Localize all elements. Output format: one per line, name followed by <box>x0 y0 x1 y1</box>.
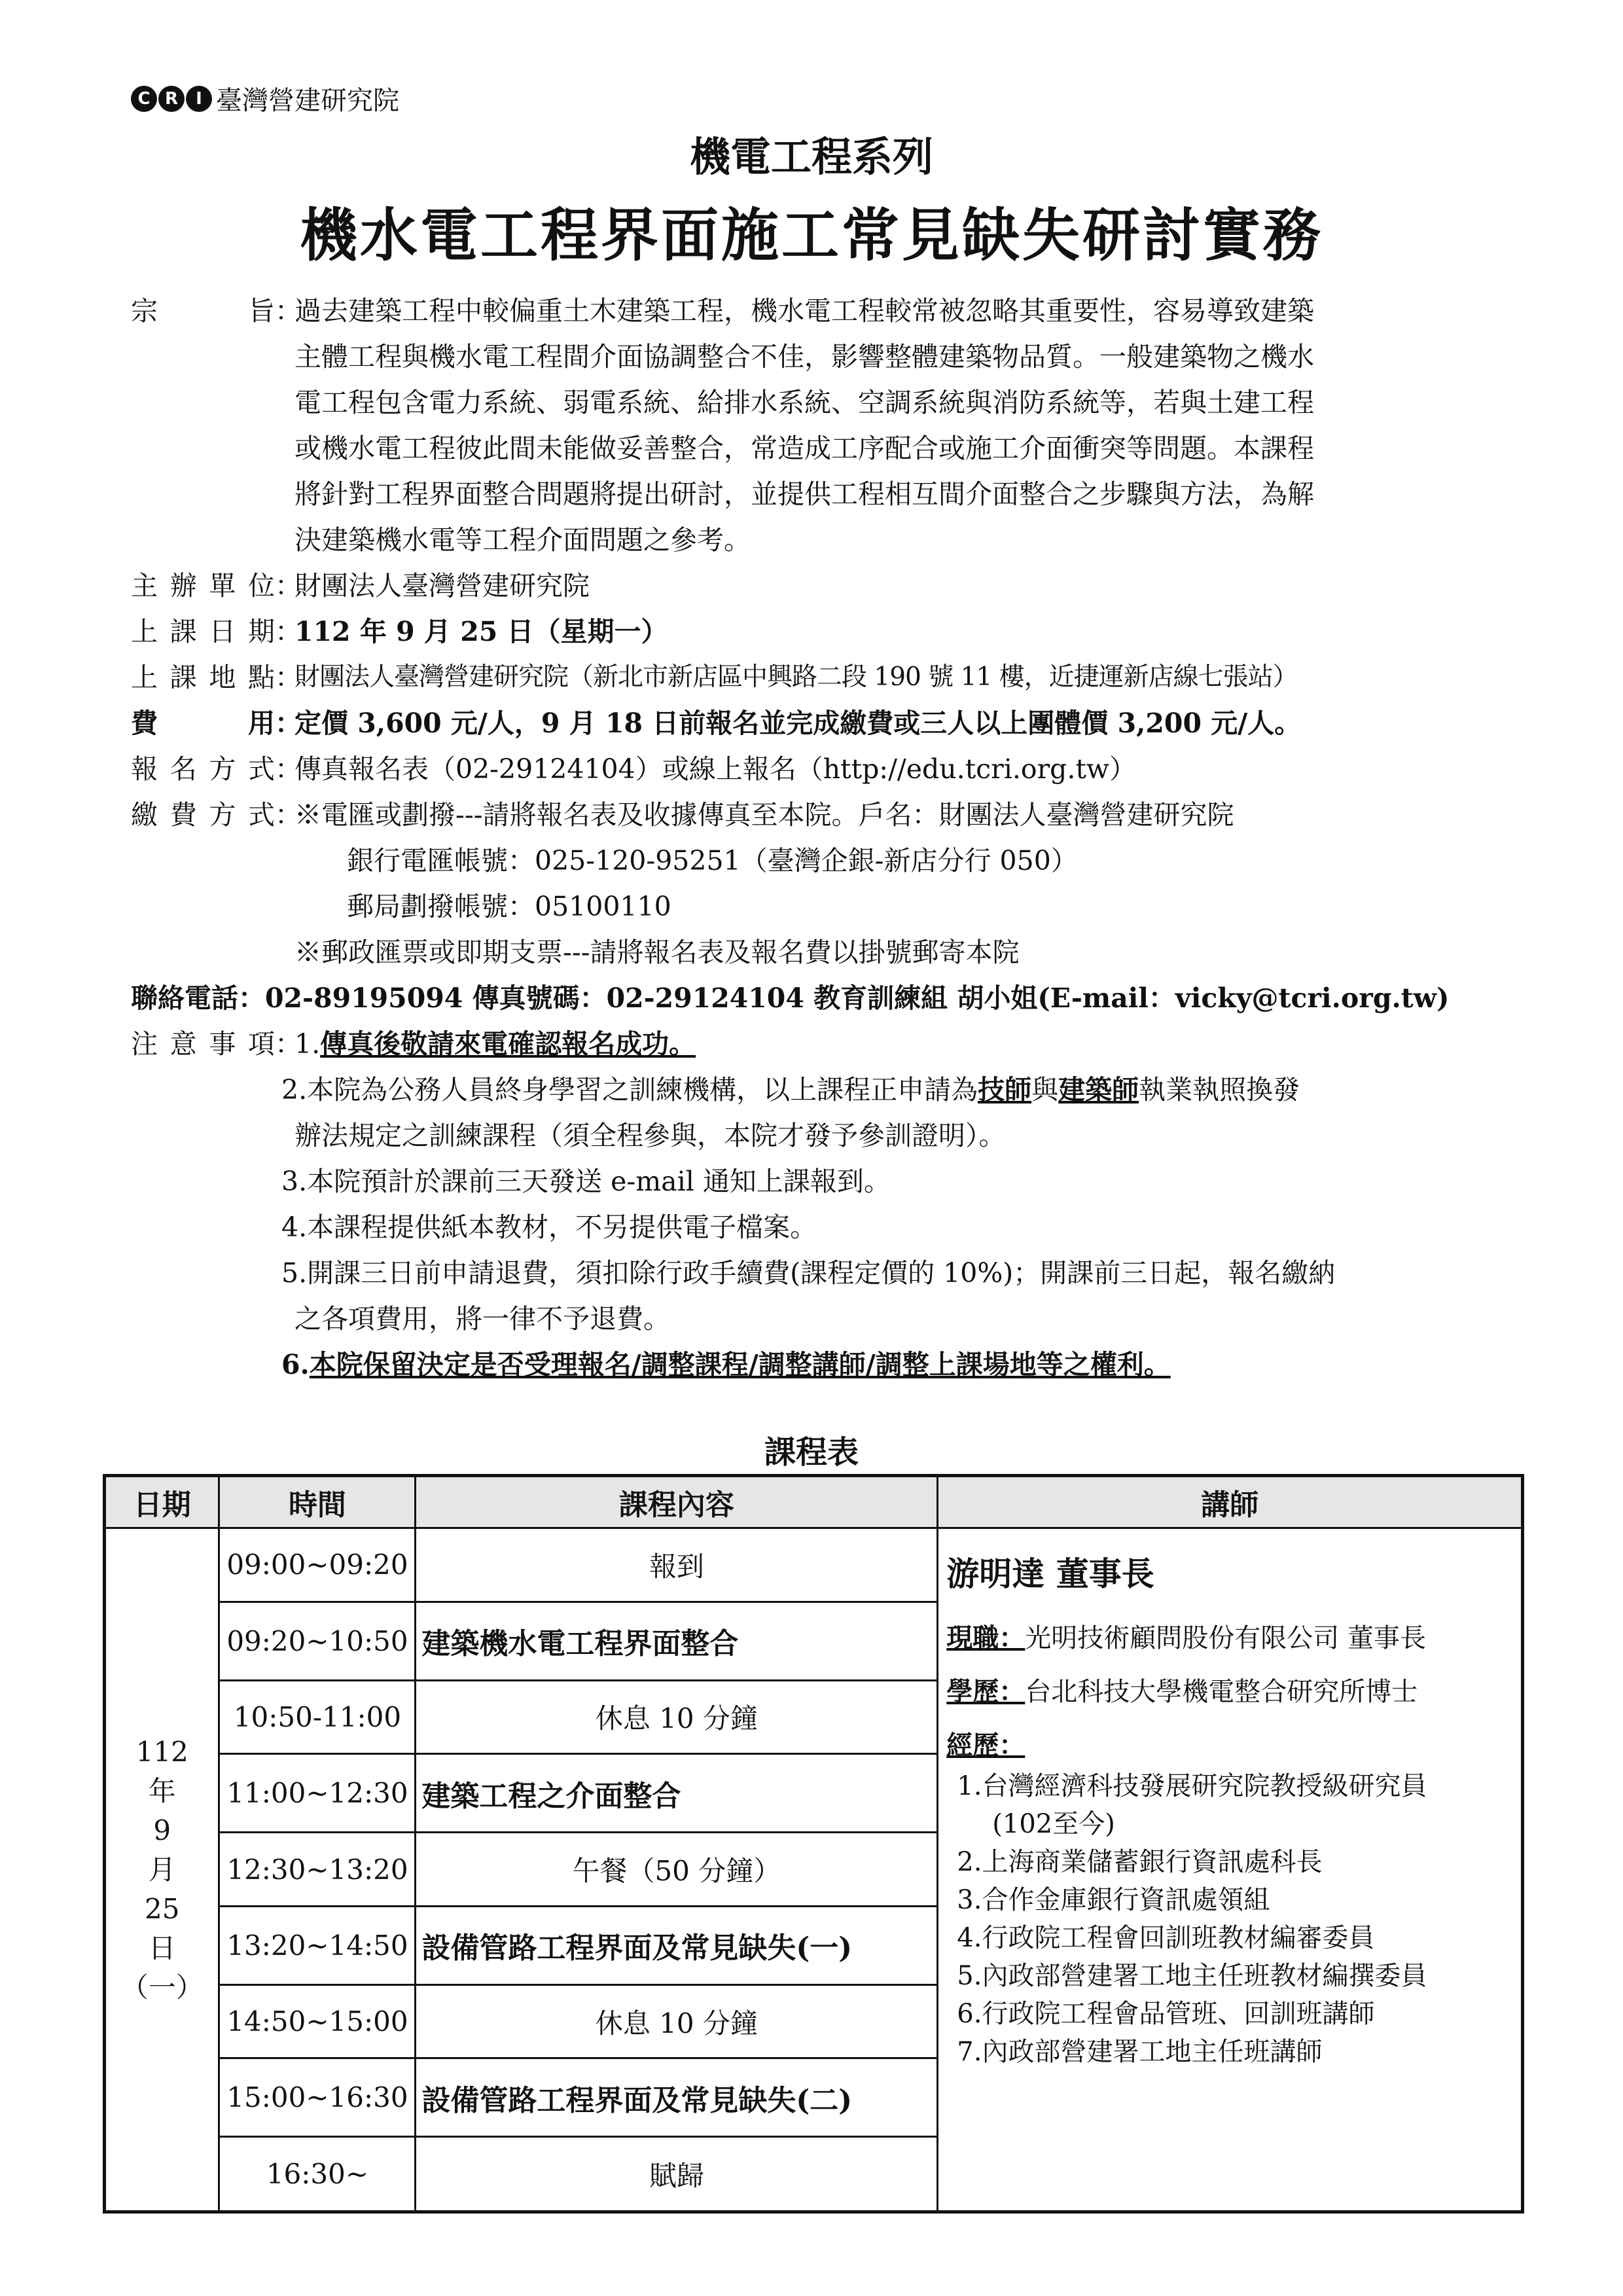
payment-line: ※郵政匯票或即期支票---請將報名表及報名費以掛號郵寄本院 <box>294 937 1020 968</box>
purpose-text <box>294 288 1518 563</box>
time-cell: 10:50-11:00 <box>219 1680 416 1754</box>
time-cell: 15:00~16:30 <box>219 2058 416 2137</box>
bank-account: 銀行電匯帳號：025-120-95251（臺灣企銀-新店分行 050） <box>347 845 1078 876</box>
time-cell: 12:30~13:20 <box>219 1833 416 1907</box>
date-cell: 112 年 9 月 25 日 （一） <box>105 1528 219 2212</box>
lecturer-education: 學歷：台北科技大學機電整合研究所博士 <box>946 1676 1418 1707</box>
note-2-cont: 辦法規定之訓練課程（須全程參與，本院才發予參訓證明）。 <box>294 1120 1006 1151</box>
payment-label: 繳費方式 <box>131 799 275 831</box>
payment-text <box>294 792 1518 975</box>
content-cell: 休息 10 分鐘 <box>416 1984 938 2058</box>
lecturer-experience-label: 經歷： <box>946 1730 1026 1761</box>
time-cell: 09:20~10:50 <box>219 1602 416 1680</box>
experience-item: 3.合作金庫銀行資訊處領組 <box>957 1885 1270 1915</box>
note-2: 2.本院為公務人員終身學習之訓練機構，以上課程正申請為技師與建築師執業執照換發 <box>281 1074 1300 1105</box>
fee-label: 費用 <box>131 708 275 739</box>
registration-value: 傳真報名表（02-29124104）或線上報名（http://edu.tcri.org.tw） <box>294 753 1137 785</box>
organizer-value: 財團法人臺灣營建研究院 <box>294 570 590 601</box>
schedule-table <box>103 1474 1524 2214</box>
course-title: 機水電工程界面施工常見缺失研討實務 <box>299 201 1323 269</box>
postal-account: 郵局劃撥帳號：05100110 <box>347 891 671 922</box>
purpose-label: 宗旨 <box>131 295 275 327</box>
note-6: 6.本院保留決定是否受理報名/調整課程/調整講師/調整上課場地等之權利。 <box>281 1349 1171 1380</box>
venue-value: 財團法人臺灣營建研究院（新北市新店區中興路二段 190 號 11 樓，近捷運新店線七張站） <box>294 662 1298 692</box>
experience-item: 7.內政部營建署工地主任班講師 <box>957 2037 1323 2067</box>
content-cell: 建築機水電工程界面整合 <box>416 1602 938 1680</box>
purpose-line: 電工程包含電力系統、弱電系統、給排水系統、空調系統與消防系統等，若與土建工程 <box>294 387 1314 418</box>
lecturer-cell <box>938 1528 1523 2212</box>
purpose-line: 決建築機水電等工程介面問題之參考。 <box>294 524 751 556</box>
purpose-row: 宗旨 ： 過去建築工程中較偏重土木建築工程，機水電工程較常被忽略其重要性，容易導致建築 主體工程與機水電工程間介面協調整合不佳，影響整體建築物品質。一般建築物之機水 電工程包含電力系統、弱電系統、給排水系統、空調系統與消防系統等，若與土建工程 或機水電工程彼此間未能做妥善整合，常造成工序配合或施工介面衝突等問題。本課程 將針對工程界面整合問題將提出研討，並提供工程相互間介面整合之步驟與方法，為解 決建築機水電等工程介面問題之參考。 <box>131 288 1518 563</box>
logo-letter-i: I <box>186 86 212 112</box>
time-cell: 14:50~15:00 <box>219 1984 416 2058</box>
content-cell: 休息 10 分鐘 <box>416 1680 938 1754</box>
org-name: 臺灣營建研究院 <box>216 86 399 116</box>
purpose-line: 過去建築工程中較偏重土木建築工程，機水電工程較常被忽略其重要性，容易導致建築 <box>294 295 1314 327</box>
time-cell: 09:00~09:20 <box>219 1528 416 1602</box>
venue-row: 上課地點 ： 財團法人臺灣營建研究院（新北市新店區中興路二段 190 號 11 樓，近捷運新店線七張站） <box>131 655 1518 700</box>
lecturer-name: 游明達 董事長 <box>946 1554 1154 1593</box>
note-3: 3.本院預計於課前三天發送 e-mail 通知上課報到。 <box>281 1166 891 1197</box>
course-info <box>131 288 1518 1388</box>
experience-item: 5.內政部營建署工地主任班教材編撰委員 <box>957 1961 1427 1991</box>
table-header-row <box>105 1476 1523 1528</box>
header-date: 日期 <box>105 1476 219 1528</box>
content-cell: 設備管路工程界面及常見缺失(一) <box>416 1906 938 1984</box>
date-label: 上課日期 <box>131 616 275 647</box>
note-4: 4.本課程提供紙本教材，不另提供電子檔案。 <box>281 1211 817 1243</box>
notes-first: 1.傳真後敬請來電確認報名成功。 <box>294 1028 696 1060</box>
payment-line: ※電匯或劃撥---請將報名表及收據傳真至本院。戶名：財團法人臺灣營建研究院 <box>294 799 1234 831</box>
time-cell: 11:00~12:30 <box>219 1754 416 1833</box>
purpose-line: 或機水電工程彼此間未能做妥善整合，常造成工序配合或施工介面衝突等問題。本課程 <box>294 433 1314 464</box>
schedule-title: 課程表 <box>764 1434 859 1471</box>
registration-row: 報名方式 ： 傳真報名表（02-29124104）或線上報名（http://edu.tcri.org.tw） <box>131 746 1518 792</box>
cri-logo-icon <box>131 86 212 112</box>
contact-line: 聯絡電話：02-89195094 傳真號碼：02-29124104 教育訓練組 胡小姐(E-mail：vicky@tcri.org.tw) <box>131 982 1450 1014</box>
logo-letter-r: R <box>158 86 185 112</box>
content-cell: 午餐（50 分鐘） <box>416 1833 938 1907</box>
time-cell: 16:30~ <box>219 2137 416 2212</box>
series-title: 機電工程系列 <box>689 133 933 181</box>
note-1: 傳真後敬請來電確認報名成功。 <box>320 1028 696 1060</box>
lecturer-current: 現職：光明技術顧問股份有限公司 董事長 <box>946 1623 1427 1653</box>
content-cell: 報到 <box>416 1528 938 1602</box>
logo-letter-c: C <box>131 86 157 112</box>
fee-row: 費用 ： 定價 3,600 元/人，9 月 18 日前報名並完成繳費或三人以上團體價 3,200 元/人。 <box>131 700 1518 746</box>
time-cell: 13:20~14:50 <box>219 1906 416 1984</box>
organizer-row: 主辦單位 ： 財團法人臺灣營建研究院 <box>131 563 1518 609</box>
experience-item: (102至今) <box>992 1809 1115 1839</box>
header-time: 時間 <box>219 1476 416 1528</box>
note-5: 5.開課三日前申請退費，須扣除行政手續費(課程定價的 10%)；開課前三日起，報名繳納 <box>281 1257 1336 1289</box>
notes-row: 注意事項 ： 1.傳真後敬請來電確認報名成功。 <box>131 1021 1518 1067</box>
content-cell: 建築工程之介面整合 <box>416 1754 938 1833</box>
header-lecturer: 講師 <box>938 1476 1523 1528</box>
content-cell: 賦歸 <box>416 2137 938 2212</box>
note-5-cont: 之各項費用，將一律不予退費。 <box>294 1303 670 1335</box>
experience-item: 2.上海商業儲蓄銀行資訊處科長 <box>957 1847 1323 1877</box>
table-row <box>105 1528 1523 1602</box>
purpose-line: 主體工程與機水電工程間介面協調整合不佳，影響整體建築物品質。一般建築物之機水 <box>294 341 1314 372</box>
payment-row: 繳費方式 ： ※電匯或劃撥---請將報名表及收據傳真至本院。戶名：財團法人臺灣營建研究院 銀行電匯帳號：025-120-95251（臺灣企銀-新店分行 050） 郵局劃撥帳號：05100110 ※郵政匯票或即期支票---請將報名表及報名費以掛號郵寄本院 <box>131 792 1518 975</box>
venue-label: 上課地點 <box>131 662 275 693</box>
date-row: 上課日期 ： 112 年 9 月 25 日（星期一） <box>131 609 1518 655</box>
purpose-line: 將針對工程界面整合問題將提出研討，並提供工程相互間介面整合之步驟與方法，為解 <box>294 478 1314 510</box>
date-value: 112 年 9 月 25 日（星期一） <box>294 616 668 647</box>
content-cell: 設備管路工程界面及常見缺失(二) <box>416 2058 938 2137</box>
experience-item: 4.行政院工程會回訓班教材編審委員 <box>957 1923 1375 1953</box>
fee-value: 定價 3,600 元/人，9 月 18 日前報名並完成繳費或三人以上團體價 3,200 元/人。 <box>294 708 1302 739</box>
organizer-label: 主辦單位 <box>131 570 275 601</box>
org-logo <box>131 80 399 117</box>
experience-item: 6.行政院工程會品管班、回訓班講師 <box>957 1999 1375 2029</box>
registration-label: 報名方式 <box>131 753 275 785</box>
header-content: 課程內容 <box>416 1476 938 1528</box>
notes-label: 注意事項 <box>131 1028 275 1060</box>
experience-item: 1.台灣經濟科技發展研究院教授級研究員 <box>957 1771 1427 1801</box>
